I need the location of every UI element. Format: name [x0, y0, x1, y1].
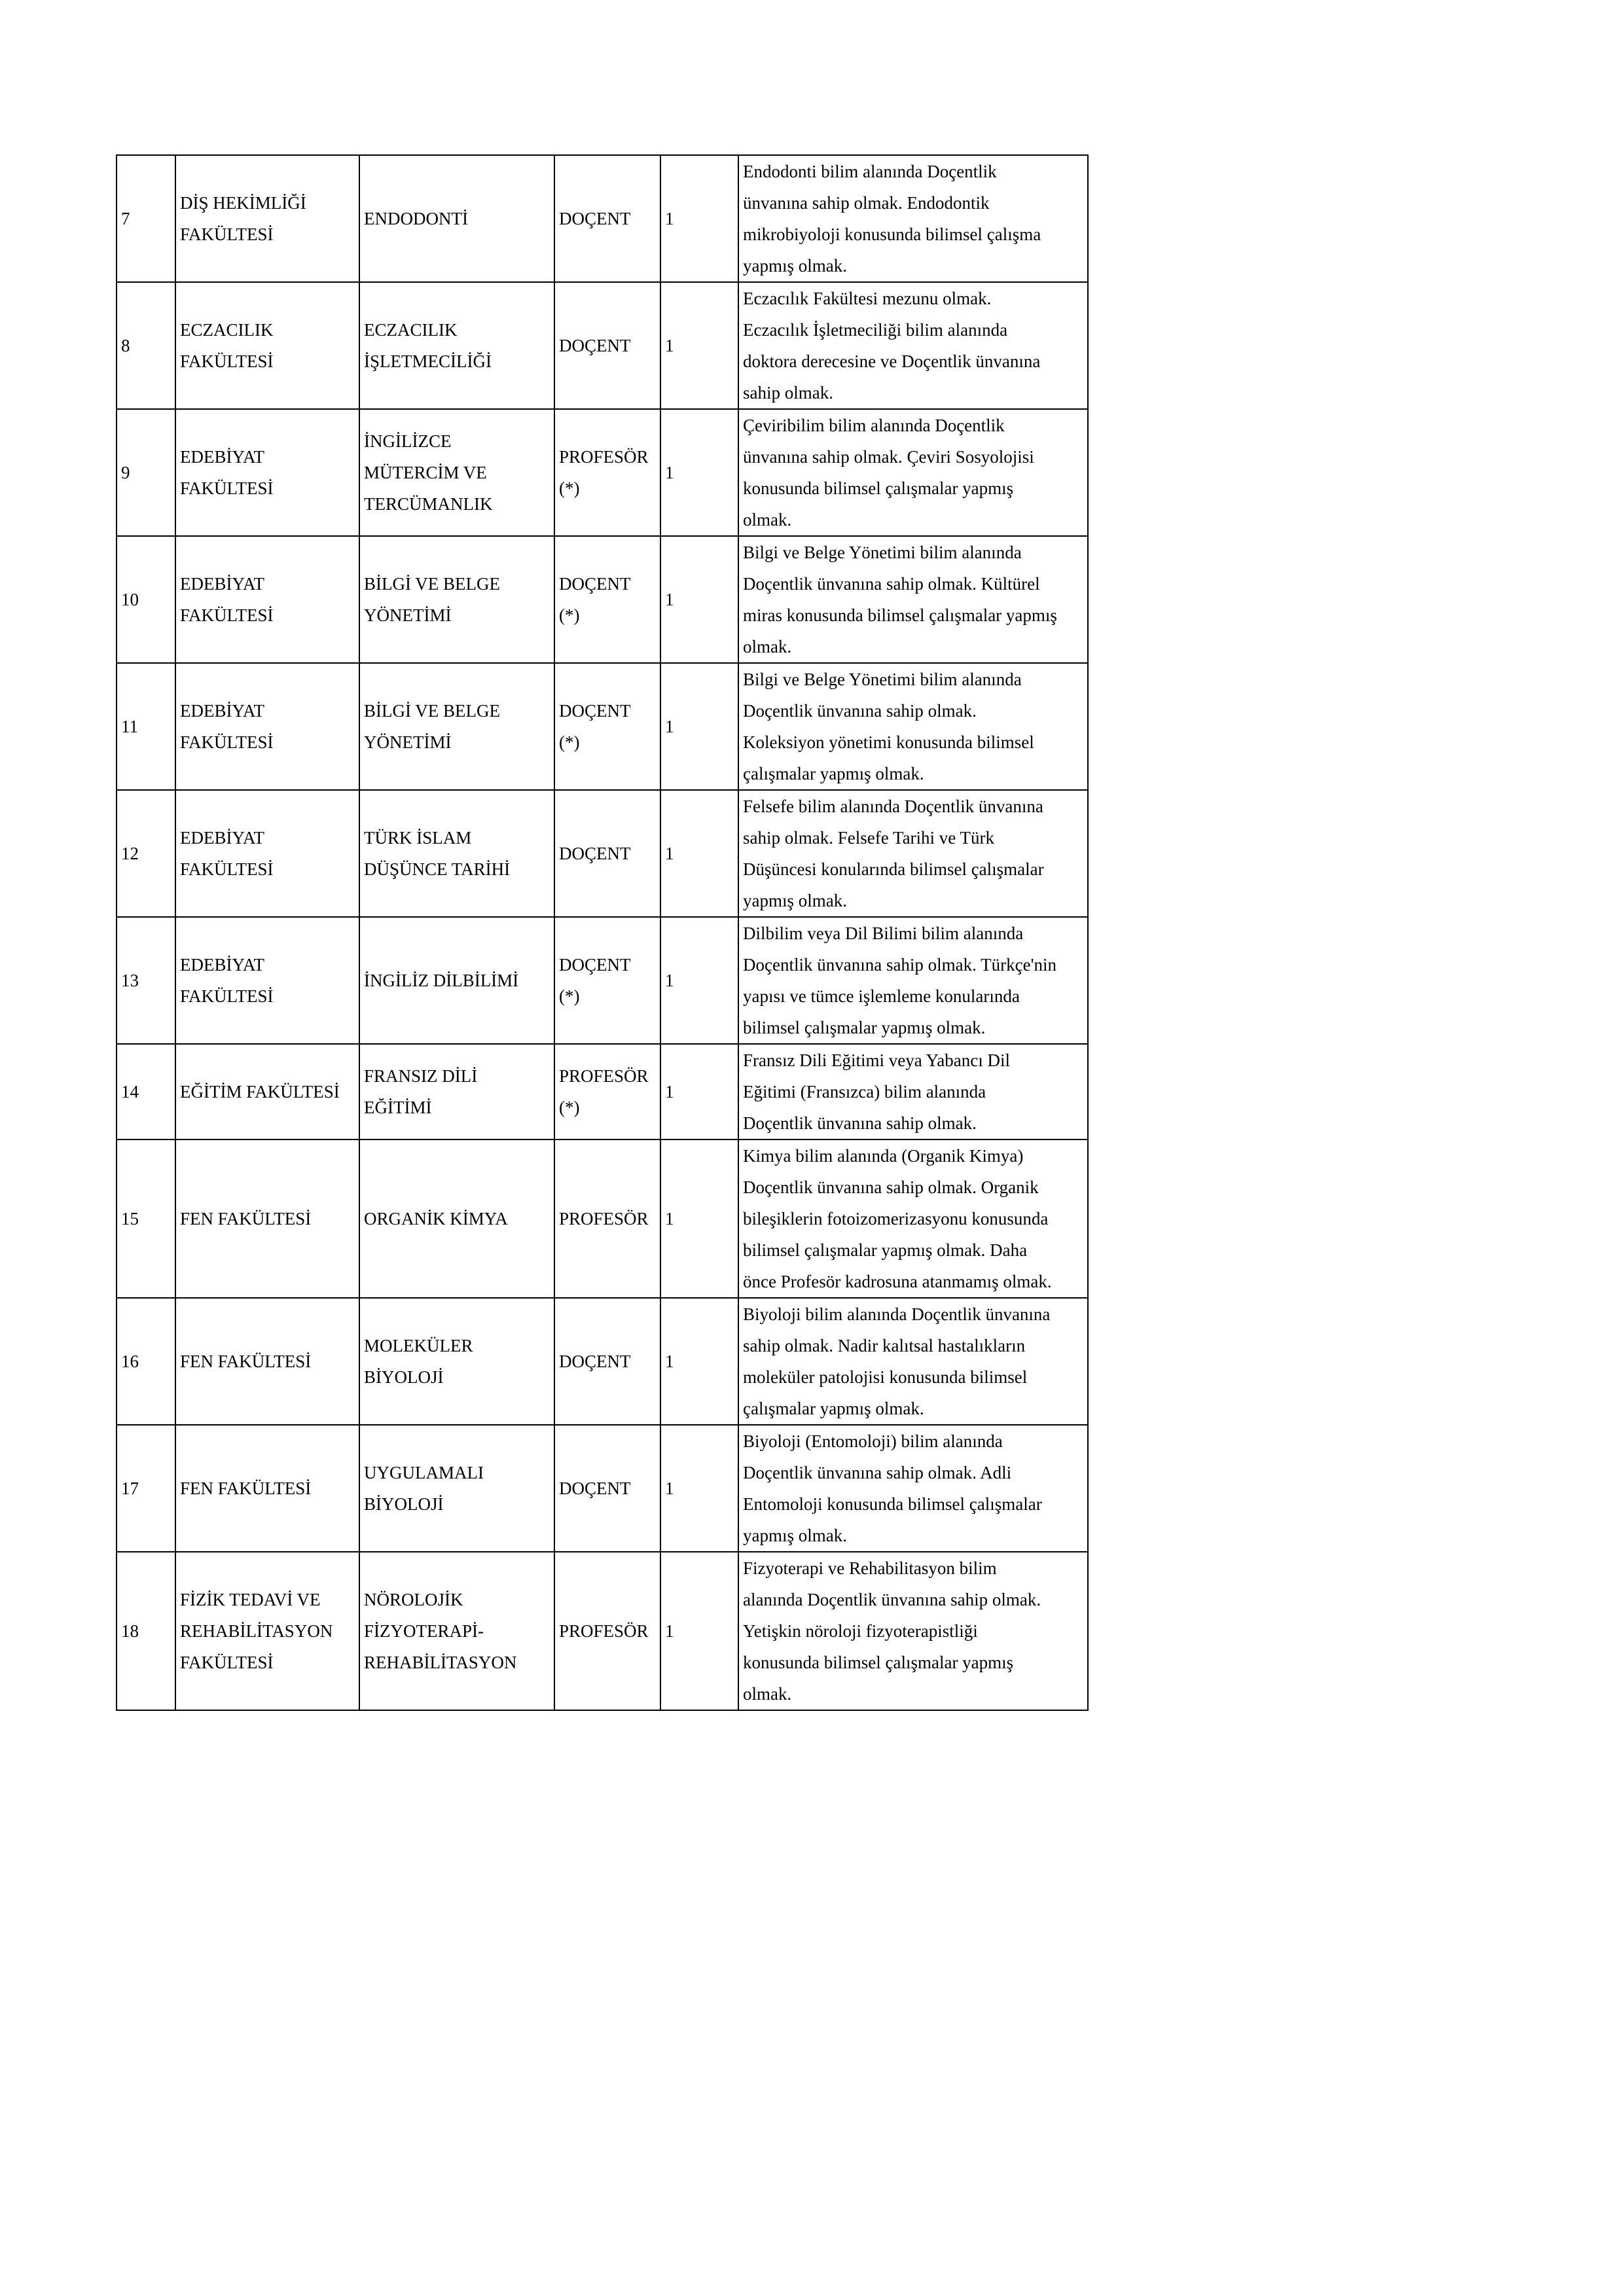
position-count-cell [660, 1298, 738, 1425]
requirements-line: sahip olmak. Felsefe Tarihi ve Türk [743, 828, 995, 848]
requirements-line: Eğitimi (Fransızca) bilim alanında [743, 1082, 986, 1102]
position-title-line: DOÇENT [559, 336, 631, 355]
department-line: BİYOLOJİ [364, 1367, 444, 1387]
department-cell [359, 409, 554, 536]
faculty-line: FAKÜLTESİ [180, 986, 274, 1006]
position-count-text: 1 [665, 463, 674, 482]
position-title-line: PROFESÖR [559, 1209, 649, 1229]
position-count-text: 1 [665, 1352, 674, 1371]
requirements-line: bilimsel çalışmalar yapmış olmak. [743, 1018, 986, 1037]
department-line: EĞİTİMİ [364, 1098, 432, 1117]
position-count-cell [660, 282, 738, 409]
table-row [117, 1425, 1088, 1552]
requirements-line: Fizyoterapi ve Rehabilitasyon bilim [743, 1558, 997, 1578]
department-line: YÖNETİMİ [364, 732, 452, 752]
table-body [117, 155, 1088, 1710]
department-cell [359, 155, 554, 282]
requirements-line: sahip olmak. Nadir kalıtsal hastalıkların [743, 1336, 1026, 1355]
faculty-line: FEN FAKÜLTESİ [180, 1479, 312, 1498]
department-cell [359, 282, 554, 409]
requirements-line: ünvanına sahip olmak. Çeviri Sosyolojisi [743, 447, 1034, 467]
position-title-line: DOÇENT [559, 574, 631, 594]
department-line: TERCÜMANLIK [364, 494, 493, 514]
department-line: ECZACILIK [364, 320, 458, 340]
department-cell [359, 917, 554, 1044]
table-row [117, 663, 1088, 790]
requirements-line: Eczacılık İşletmeciliği bilim alanında [743, 320, 1008, 340]
requirements-line: yapmış olmak. [743, 891, 847, 910]
row-number-text: 14 [121, 1082, 139, 1102]
table-row [117, 1044, 1088, 1139]
position-count-text: 1 [665, 1082, 674, 1102]
faculty-line: FAKÜLTESİ [180, 1653, 274, 1672]
department-line: İNGİLİZ DİLBİLİMİ [364, 971, 519, 990]
faculty-line: EDEBİYAT [180, 701, 264, 721]
faculty-line: FAKÜLTESİ [180, 859, 274, 879]
position-title-line: PROFESÖR [559, 1621, 649, 1641]
position-title-cell [554, 1139, 660, 1298]
requirements-line: sahip olmak. [743, 383, 833, 403]
table-row [117, 917, 1088, 1044]
requirements-line: Endodonti bilim alanında Doçentlik [743, 162, 997, 181]
position-title-cell [554, 1552, 660, 1710]
row-number-cell [117, 1552, 175, 1710]
requirements-line: Doçentlik ünvanına sahip olmak. Türkçe'nin [743, 955, 1056, 975]
requirements-cell [738, 536, 1088, 663]
requirements-cell [738, 409, 1088, 536]
department-line: REHABİLİTASYON [364, 1653, 517, 1672]
requirements-line: Koleksiyon yönetimi konusunda bilimsel [743, 732, 1034, 752]
faculty-cell [175, 282, 359, 409]
position-count-cell [660, 663, 738, 790]
department-line: BİYOLOJİ [364, 1494, 444, 1514]
faculty-line: FEN FAKÜLTESİ [180, 1209, 312, 1229]
requirements-cell [738, 155, 1088, 282]
position-count-cell [660, 536, 738, 663]
department-line: MOLEKÜLER [364, 1336, 473, 1355]
row-number-cell [117, 1139, 175, 1298]
position-count-cell [660, 155, 738, 282]
position-count-text: 1 [665, 717, 674, 736]
department-line: ENDODONTİ [364, 209, 468, 228]
position-count-cell [660, 1425, 738, 1552]
position-count-text: 1 [665, 1209, 674, 1229]
requirements-line: Bilgi ve Belge Yönetimi bilim alanında [743, 543, 1022, 562]
department-line: NÖROLOJİK [364, 1590, 463, 1609]
position-title-line: DOÇENT [559, 844, 631, 863]
position-count-cell [660, 917, 738, 1044]
faculty-cell [175, 790, 359, 917]
requirements-line: Çeviribilim bilim alanında Doçentlik [743, 416, 1005, 435]
position-count-cell [660, 1139, 738, 1298]
department-line: YÖNETİMİ [364, 605, 452, 625]
position-title-line: PROFESÖR [559, 1066, 649, 1086]
row-number-cell [117, 917, 175, 1044]
row-number-cell [117, 1298, 175, 1425]
department-line: MÜTERCİM VE [364, 463, 487, 482]
requirements-cell [738, 663, 1088, 790]
position-title-line: (*) [559, 732, 580, 752]
requirements-line: Yetişkin nöroloji fizyoterapistliği [743, 1621, 978, 1641]
table-row [117, 790, 1088, 917]
row-number-cell [117, 1425, 175, 1552]
position-count-text: 1 [665, 1621, 674, 1641]
department-line: TÜRK İSLAM [364, 828, 472, 848]
position-title-cell [554, 536, 660, 663]
requirements-line: Felsefe bilim alanında Doçentlik ünvanına [743, 797, 1043, 816]
faculty-line: FAKÜLTESİ [180, 224, 274, 244]
department-line: İŞLETMECİLİĞİ [364, 351, 492, 371]
faculty-cell [175, 155, 359, 282]
position-title-line: PROFESÖR [559, 447, 649, 467]
row-number-text: 16 [121, 1352, 139, 1371]
position-title-line: (*) [559, 605, 580, 625]
row-number-text: 7 [121, 209, 130, 228]
requirements-line: ünvanına sahip olmak. Endodontik [743, 193, 990, 213]
position-title-line: (*) [559, 986, 580, 1006]
requirements-line: çalışmalar yapmış olmak. [743, 1399, 924, 1418]
requirements-line: moleküler patolojisi konusunda bilimsel [743, 1367, 1028, 1387]
row-number-cell [117, 1044, 175, 1139]
requirements-line: doktora derecesine ve Doçentlik ünvanına [743, 351, 1041, 371]
requirements-line: yapısı ve tümce işlemleme konularında [743, 986, 1020, 1006]
requirements-line: bilimsel çalışmalar yapmış olmak. Daha [743, 1240, 1028, 1260]
faculty-line: FEN FAKÜLTESİ [180, 1352, 312, 1371]
faculty-cell [175, 536, 359, 663]
requirements-line: alanında Doçentlik ünvanına sahip olmak. [743, 1590, 1041, 1609]
position-count-text: 1 [665, 971, 674, 990]
requirements-line: yapmış olmak. [743, 256, 847, 276]
row-number-cell [117, 536, 175, 663]
department-cell [359, 790, 554, 917]
requirements-line: Doçentlik ünvanına sahip olmak. Adli [743, 1463, 1012, 1482]
requirements-line: Fransız Dili Eğitimi veya Yabancı Dil [743, 1050, 1010, 1070]
faculty-line: EDEBİYAT [180, 574, 264, 594]
faculty-line: FİZİK TEDAVİ VE [180, 1590, 321, 1609]
requirements-line: mikrobiyoloji konusunda bilimsel çalışma [743, 224, 1041, 244]
row-number-text: 15 [121, 1209, 139, 1229]
requirements-line: olmak. [743, 510, 792, 529]
table-row [117, 1139, 1088, 1298]
row-number-text: 13 [121, 971, 139, 990]
position-title-cell [554, 155, 660, 282]
faculty-line: FAKÜLTESİ [180, 605, 274, 625]
department-line: FİZYOTERAPİ- [364, 1621, 484, 1641]
requirements-line: Doçentlik ünvanına sahip olmak. [743, 701, 977, 721]
faculty-line: EDEBİYAT [180, 447, 264, 467]
requirements-line: çalışmalar yapmış olmak. [743, 764, 924, 783]
requirements-line: Biyoloji bilim alanında Doçentlik ünvanına [743, 1304, 1051, 1324]
position-count-cell [660, 1044, 738, 1139]
requirements-cell [738, 1425, 1088, 1552]
row-number-cell [117, 663, 175, 790]
department-cell [359, 1139, 554, 1298]
department-cell [359, 536, 554, 663]
academic-positions-table [116, 154, 1089, 1711]
faculty-cell [175, 663, 359, 790]
requirements-line: konusunda bilimsel çalışmalar yapmış [743, 478, 1014, 498]
row-number-cell [117, 409, 175, 536]
row-number-text: 8 [121, 336, 130, 355]
table-row [117, 536, 1088, 663]
position-title-line: DOÇENT [559, 209, 631, 228]
table-row [117, 409, 1088, 536]
requirements-line: Kimya bilim alanında (Organik Kimya) [743, 1146, 1024, 1166]
department-line: UYGULAMALI [364, 1463, 484, 1482]
row-number-text: 12 [121, 844, 139, 863]
faculty-line: EDEBİYAT [180, 828, 264, 848]
faculty-cell [175, 1425, 359, 1552]
faculty-line: EDEBİYAT [180, 955, 264, 975]
requirements-cell [738, 917, 1088, 1044]
requirements-cell [738, 1139, 1088, 1298]
requirements-line: önce Profesör kadrosuna atanmamış olmak. [743, 1272, 1052, 1291]
position-title-cell [554, 917, 660, 1044]
department-cell [359, 1552, 554, 1710]
requirements-line: miras konusunda bilimsel çalışmalar yapmış [743, 605, 1057, 625]
position-title-line: DOÇENT [559, 955, 631, 975]
position-title-line: DOÇENT [559, 1352, 631, 1371]
department-line: BİLGİ VE BELGE [364, 701, 500, 721]
faculty-cell [175, 1044, 359, 1139]
department-cell [359, 663, 554, 790]
requirements-cell [738, 282, 1088, 409]
faculty-line: FAKÜLTESİ [180, 478, 274, 498]
faculty-cell [175, 1552, 359, 1710]
requirements-line: Entomoloji konusunda bilimsel çalışmalar [743, 1494, 1042, 1514]
position-title-line: DOÇENT [559, 701, 631, 721]
requirements-line: Eczacılık Fakültesi mezunu olmak. [743, 289, 992, 308]
requirements-line: Doçentlik ünvanına sahip olmak. Organik [743, 1177, 1039, 1197]
faculty-line: EĞİTİM FAKÜLTESİ [180, 1082, 340, 1102]
requirements-cell [738, 790, 1088, 917]
requirements-line: Doçentlik ünvanına sahip olmak. Kültürel [743, 574, 1040, 594]
row-number-text: 9 [121, 463, 130, 482]
position-title-line: (*) [559, 1098, 580, 1117]
requirements-cell [738, 1044, 1088, 1139]
position-title-cell [554, 1425, 660, 1552]
requirements-line: Biyoloji (Entomoloji) bilim alanında [743, 1431, 1003, 1451]
position-count-cell [660, 790, 738, 917]
faculty-cell [175, 917, 359, 1044]
table-row [117, 155, 1088, 282]
row-number-text: 18 [121, 1621, 139, 1641]
requirements-line: Bilgi ve Belge Yönetimi bilim alanında [743, 670, 1022, 689]
requirements-line: Düşüncesi konularında bilimsel çalışmalar [743, 859, 1044, 879]
faculty-line: DİŞ HEKİMLİĞİ [180, 193, 306, 213]
position-count-text: 1 [665, 336, 674, 355]
row-number-text: 11 [121, 717, 138, 736]
position-title-cell [554, 790, 660, 917]
requirements-line: yapmış olmak. [743, 1526, 847, 1545]
position-count-cell [660, 409, 738, 536]
department-cell [359, 1425, 554, 1552]
department-line: ORGANİK KİMYA [364, 1209, 508, 1229]
faculty-line: ECZACILIK [180, 320, 274, 340]
position-title-cell [554, 282, 660, 409]
department-cell [359, 1298, 554, 1425]
department-line: BİLGİ VE BELGE [364, 574, 500, 594]
row-number-cell [117, 790, 175, 917]
row-number-cell [117, 282, 175, 409]
table-row [117, 1552, 1088, 1710]
department-line: FRANSIZ DİLİ [364, 1066, 478, 1086]
department-line: DÜŞÜNCE TARİHİ [364, 859, 511, 879]
position-count-text: 1 [665, 590, 674, 609]
position-title-cell [554, 1298, 660, 1425]
requirements-line: bileşiklerin fotoizomerizasyonu konusunda [743, 1209, 1049, 1229]
department-cell [359, 1044, 554, 1139]
faculty-line: FAKÜLTESİ [180, 351, 274, 371]
faculty-line: REHABİLİTASYON [180, 1621, 333, 1641]
requirements-cell [738, 1552, 1088, 1710]
table-row [117, 1298, 1088, 1425]
department-line: İNGİLİZCE [364, 431, 452, 451]
row-number-cell [117, 155, 175, 282]
requirements-line: Dilbilim veya Dil Bilimi bilim alanında [743, 924, 1024, 943]
position-title-cell [554, 409, 660, 536]
position-count-text: 1 [665, 209, 674, 228]
requirements-line: olmak. [743, 637, 792, 656]
row-number-text: 17 [121, 1479, 139, 1498]
position-count-text: 1 [665, 844, 674, 863]
position-title-cell [554, 1044, 660, 1139]
position-count-text: 1 [665, 1479, 674, 1498]
row-number-text: 10 [121, 590, 139, 609]
requirements-line: olmak. [743, 1684, 792, 1704]
faculty-cell [175, 1298, 359, 1425]
faculty-cell [175, 1139, 359, 1298]
position-title-cell [554, 663, 660, 790]
table-row [117, 282, 1088, 409]
requirements-line: konusunda bilimsel çalışmalar yapmış [743, 1653, 1014, 1672]
position-title-line: DOÇENT [559, 1479, 631, 1498]
faculty-cell [175, 409, 359, 536]
requirements-line: Doçentlik ünvanına sahip olmak. [743, 1113, 977, 1133]
position-count-cell [660, 1552, 738, 1710]
position-title-line: (*) [559, 478, 580, 498]
faculty-line: FAKÜLTESİ [180, 732, 274, 752]
requirements-cell [738, 1298, 1088, 1425]
